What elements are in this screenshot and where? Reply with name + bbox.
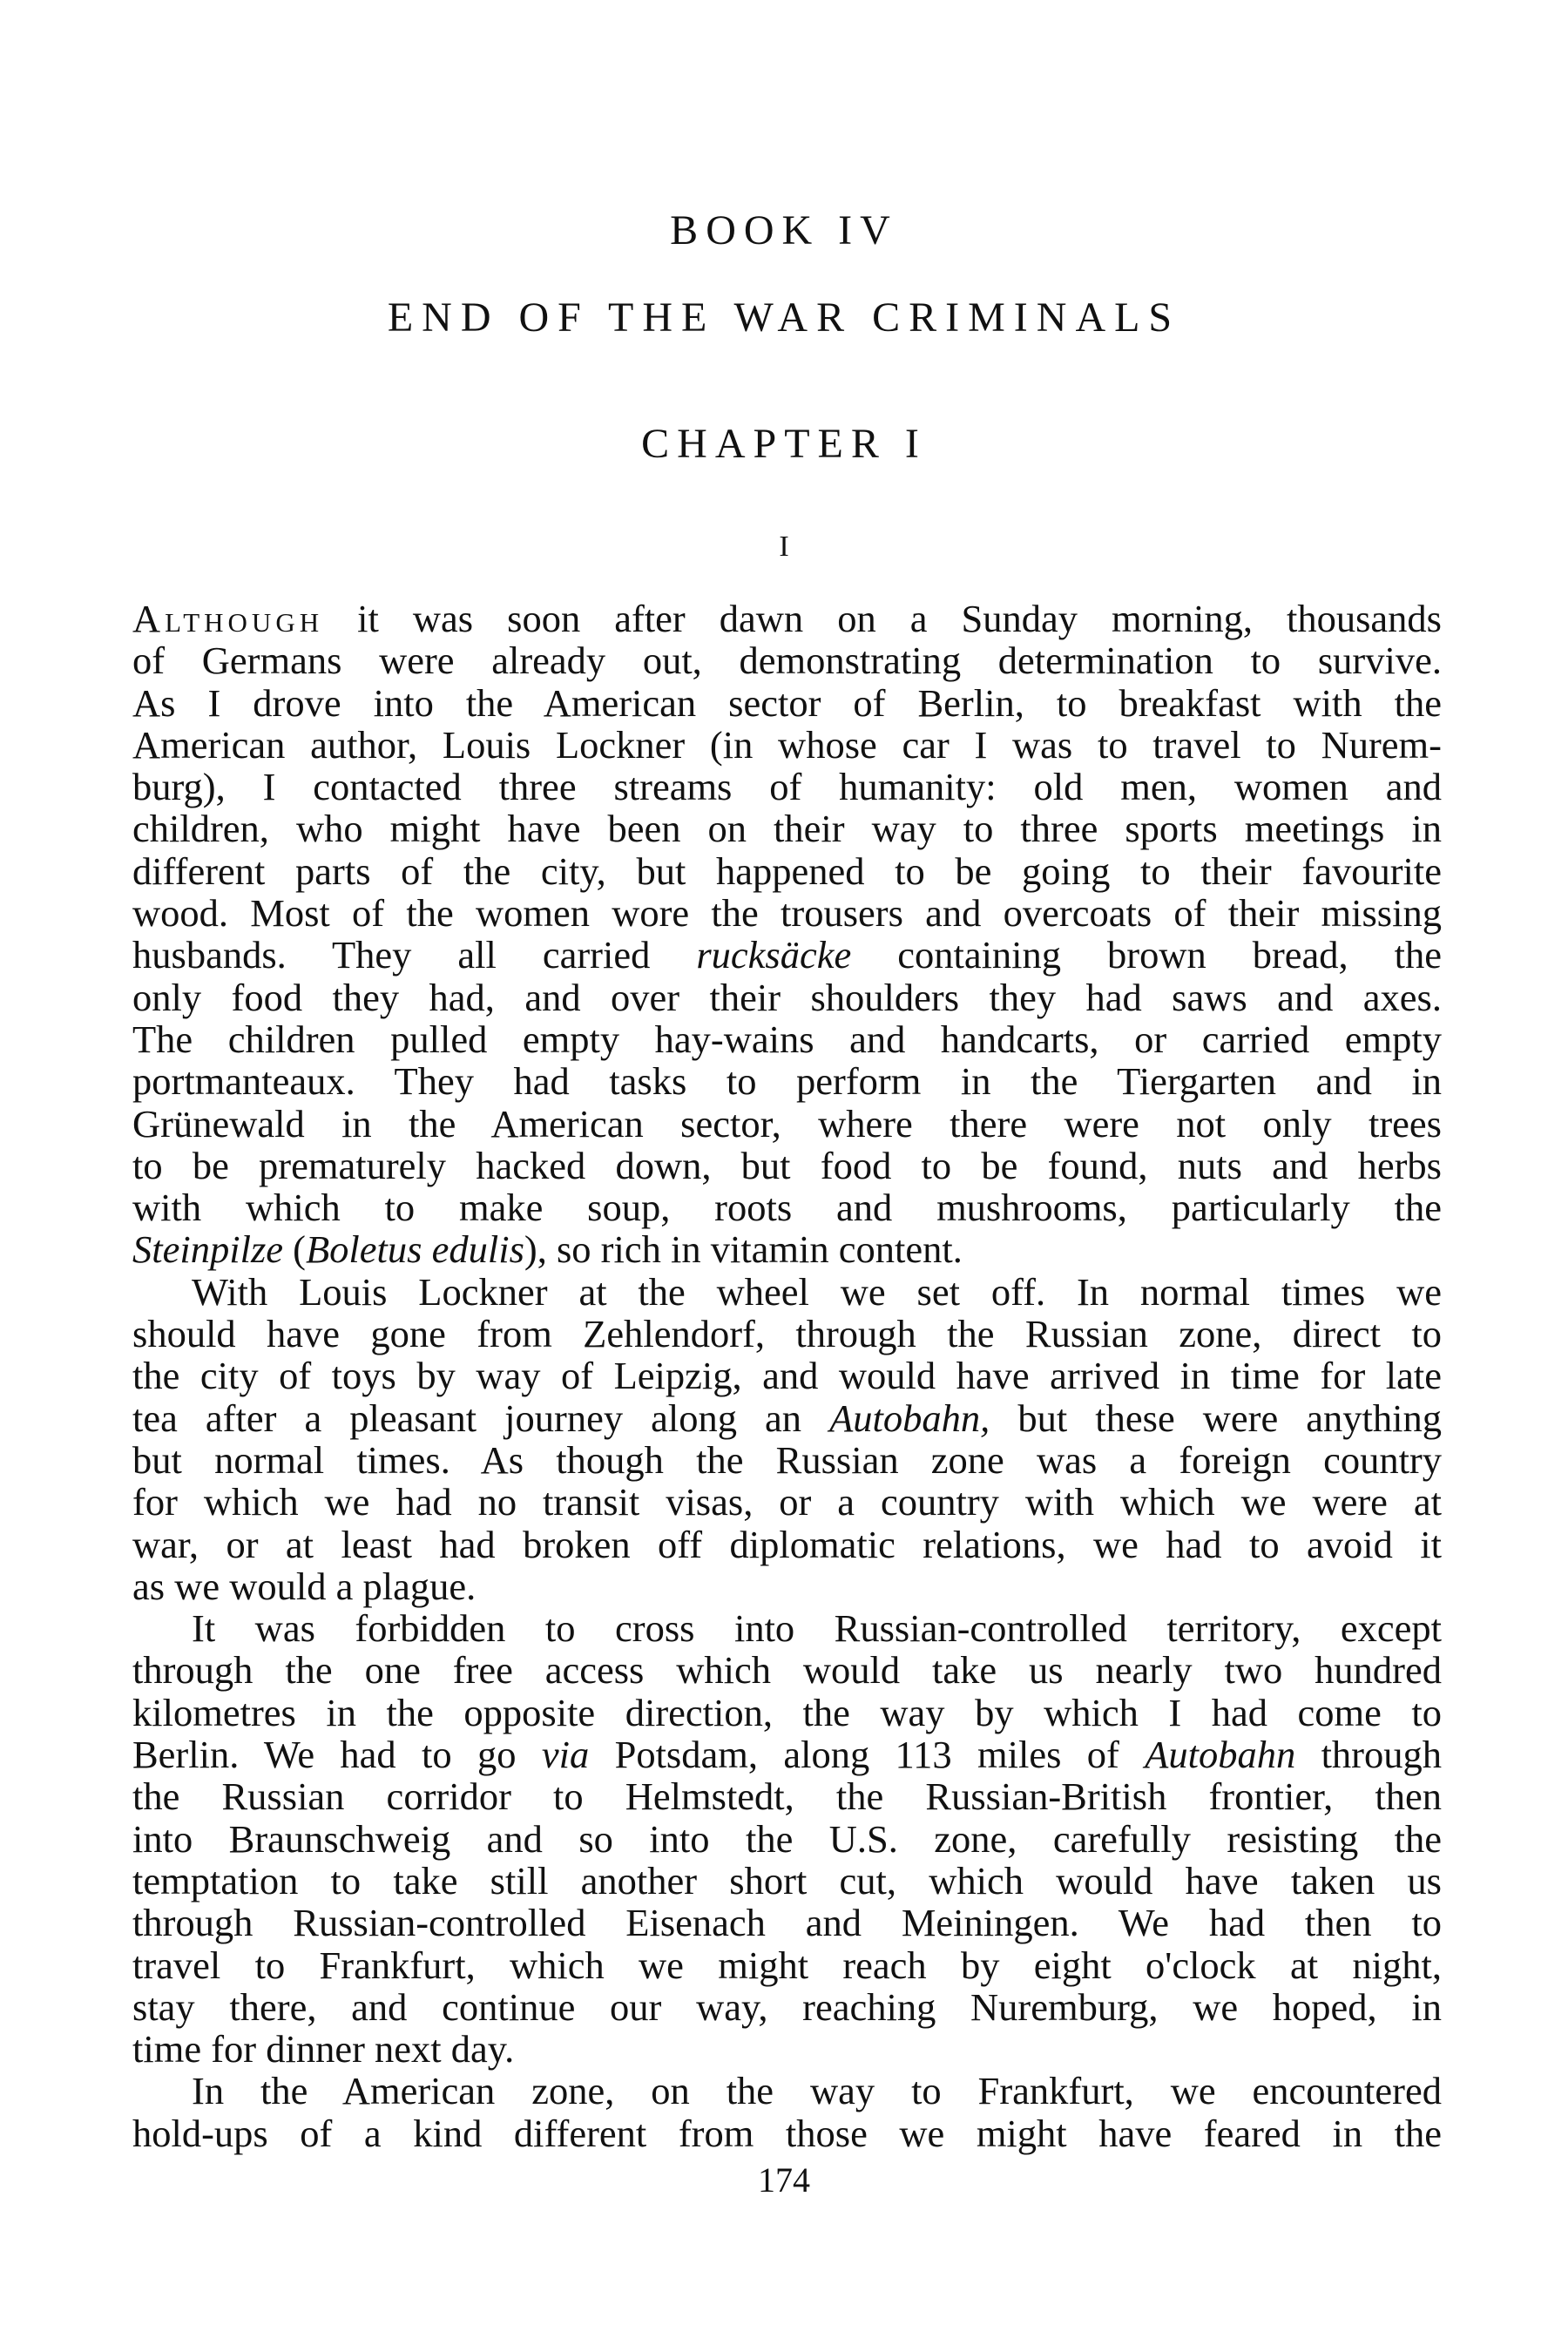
italic-term: Autobahn, xyxy=(829,1396,990,1440)
text-line: Steinpilze (Boletus edulis), so rich in vitamin content. xyxy=(132,1227,963,1272)
page-number: 174 xyxy=(758,2160,810,2200)
text-line: As I drove into the American sector of Berlin, to breakfast with the xyxy=(132,680,1442,725)
text-line: the Russian corridor to Helmstedt, the Russian-British frontier, then xyxy=(132,1774,1442,1819)
text-line: husbands. They all carried rucksäcke containing brown bread, the xyxy=(132,933,1443,977)
text-line: for which we had no transit visas, or a country with which we were at xyxy=(132,1480,1442,1524)
text-line: portmanteaux. They had tasks to perform in the Tiergarten and in xyxy=(132,1059,1442,1104)
book-number-heading: BOOK IV xyxy=(670,207,898,253)
text-line: kilometres in the opposite direction, the way by which I had come to xyxy=(132,1690,1442,1734)
opening-small-caps: Although xyxy=(132,597,324,640)
text-line: burg), I contacted three streams of humanity: old men, women and xyxy=(132,765,1442,809)
text-line: with which to make soup, roots and mushrooms, particularly the xyxy=(132,1186,1442,1230)
text-line: Although it was soon after dawn on a Sunday morning, thousands xyxy=(132,597,1442,640)
text-line: should have gone from Zehlendorf, through the Russian zone, direct to xyxy=(132,1312,1442,1356)
text-line: Berlin. We had to go via Potsdam, along 113 miles of Autobahn through xyxy=(132,1733,1442,1777)
text-line: as we would a plague. xyxy=(132,1564,476,1608)
text-line: travel to Frankfurt, which we might reach by eight o'clock at night, xyxy=(132,1943,1442,1987)
text-line: temptation to take still another short cut, which would have taken us xyxy=(132,1858,1442,1903)
text-line: hold-ups of a kind different from those we might have feared in the xyxy=(132,2111,1442,2155)
text-line: stay there, and continue our way, reaching Nuremburg, we hoped, in xyxy=(132,1984,1442,2029)
text-line: through Russian-controlled Eisenach and Meiningen. We had then to xyxy=(132,1901,1442,1945)
text-line: Grünewald in the American sector, where there were not only trees xyxy=(132,1101,1442,1146)
italic-term: Steinpilze xyxy=(132,1227,284,1272)
text-line: The children pulled empty hay-wains and handcarts, or carried empty xyxy=(132,1017,1442,1061)
text-line: war, or at least had broken off diplomatic relations, we had to avoid it xyxy=(132,1522,1442,1566)
text-line: In the American zone, on the way to Frankfurt, we encountered xyxy=(192,2069,1442,2113)
text-line: only food they had, and over their shoulders they had saws and axes. xyxy=(132,975,1442,1019)
text-line: American author, Louis Lockner (in whose car I was to travel to Nurem- xyxy=(132,722,1442,767)
text-line: the city of toys by way of Leipzig, and would have arrived in time for late xyxy=(132,1354,1442,1398)
text-line: to be prematurely hacked down, but food to be found, nuts and herbs xyxy=(132,1143,1442,1187)
text-line: into Braunschweig and so into the U.S. zone, carefully resisting the xyxy=(132,1816,1442,1861)
text-line: time for dinner next day. xyxy=(132,2027,515,2072)
text-line: but normal times. As though the Russian zone was a foreign country xyxy=(132,1437,1442,1482)
text-line: It was forbidden to cross into Russian-controlled territory, except xyxy=(192,1606,1442,1651)
text-line: wood. Most of the women wore the trousers and overcoats of their missing xyxy=(132,891,1442,936)
chapter-heading: CHAPTER I xyxy=(641,421,927,467)
italic-term: via xyxy=(541,1733,590,1777)
text-line: tea after a pleasant journey along an Autobahn, but these were anything xyxy=(132,1396,1443,1440)
book-title-heading: END OF THE WAR CRIMINALS xyxy=(387,294,1181,341)
body-text xyxy=(132,598,1442,2154)
section-number: I xyxy=(779,531,789,563)
italic-term: Boletus edulis xyxy=(305,1227,524,1272)
text-line: children, who might have been on their way to three sports meetings in xyxy=(132,807,1442,851)
text-line: different parts of the city, but happened to be going to their favourite xyxy=(132,848,1442,893)
text-line: With Louis Lockner at the wheel we set off. In normal times we xyxy=(192,1269,1442,1314)
italic-term: rucksäcke xyxy=(696,933,852,977)
text-line: of Germans were already out, demonstrating determination to survive. xyxy=(132,639,1442,683)
italic-term: Autobahn xyxy=(1145,1733,1296,1777)
text-line: through the one free access which would take us nearly two hundred xyxy=(132,1648,1442,1693)
